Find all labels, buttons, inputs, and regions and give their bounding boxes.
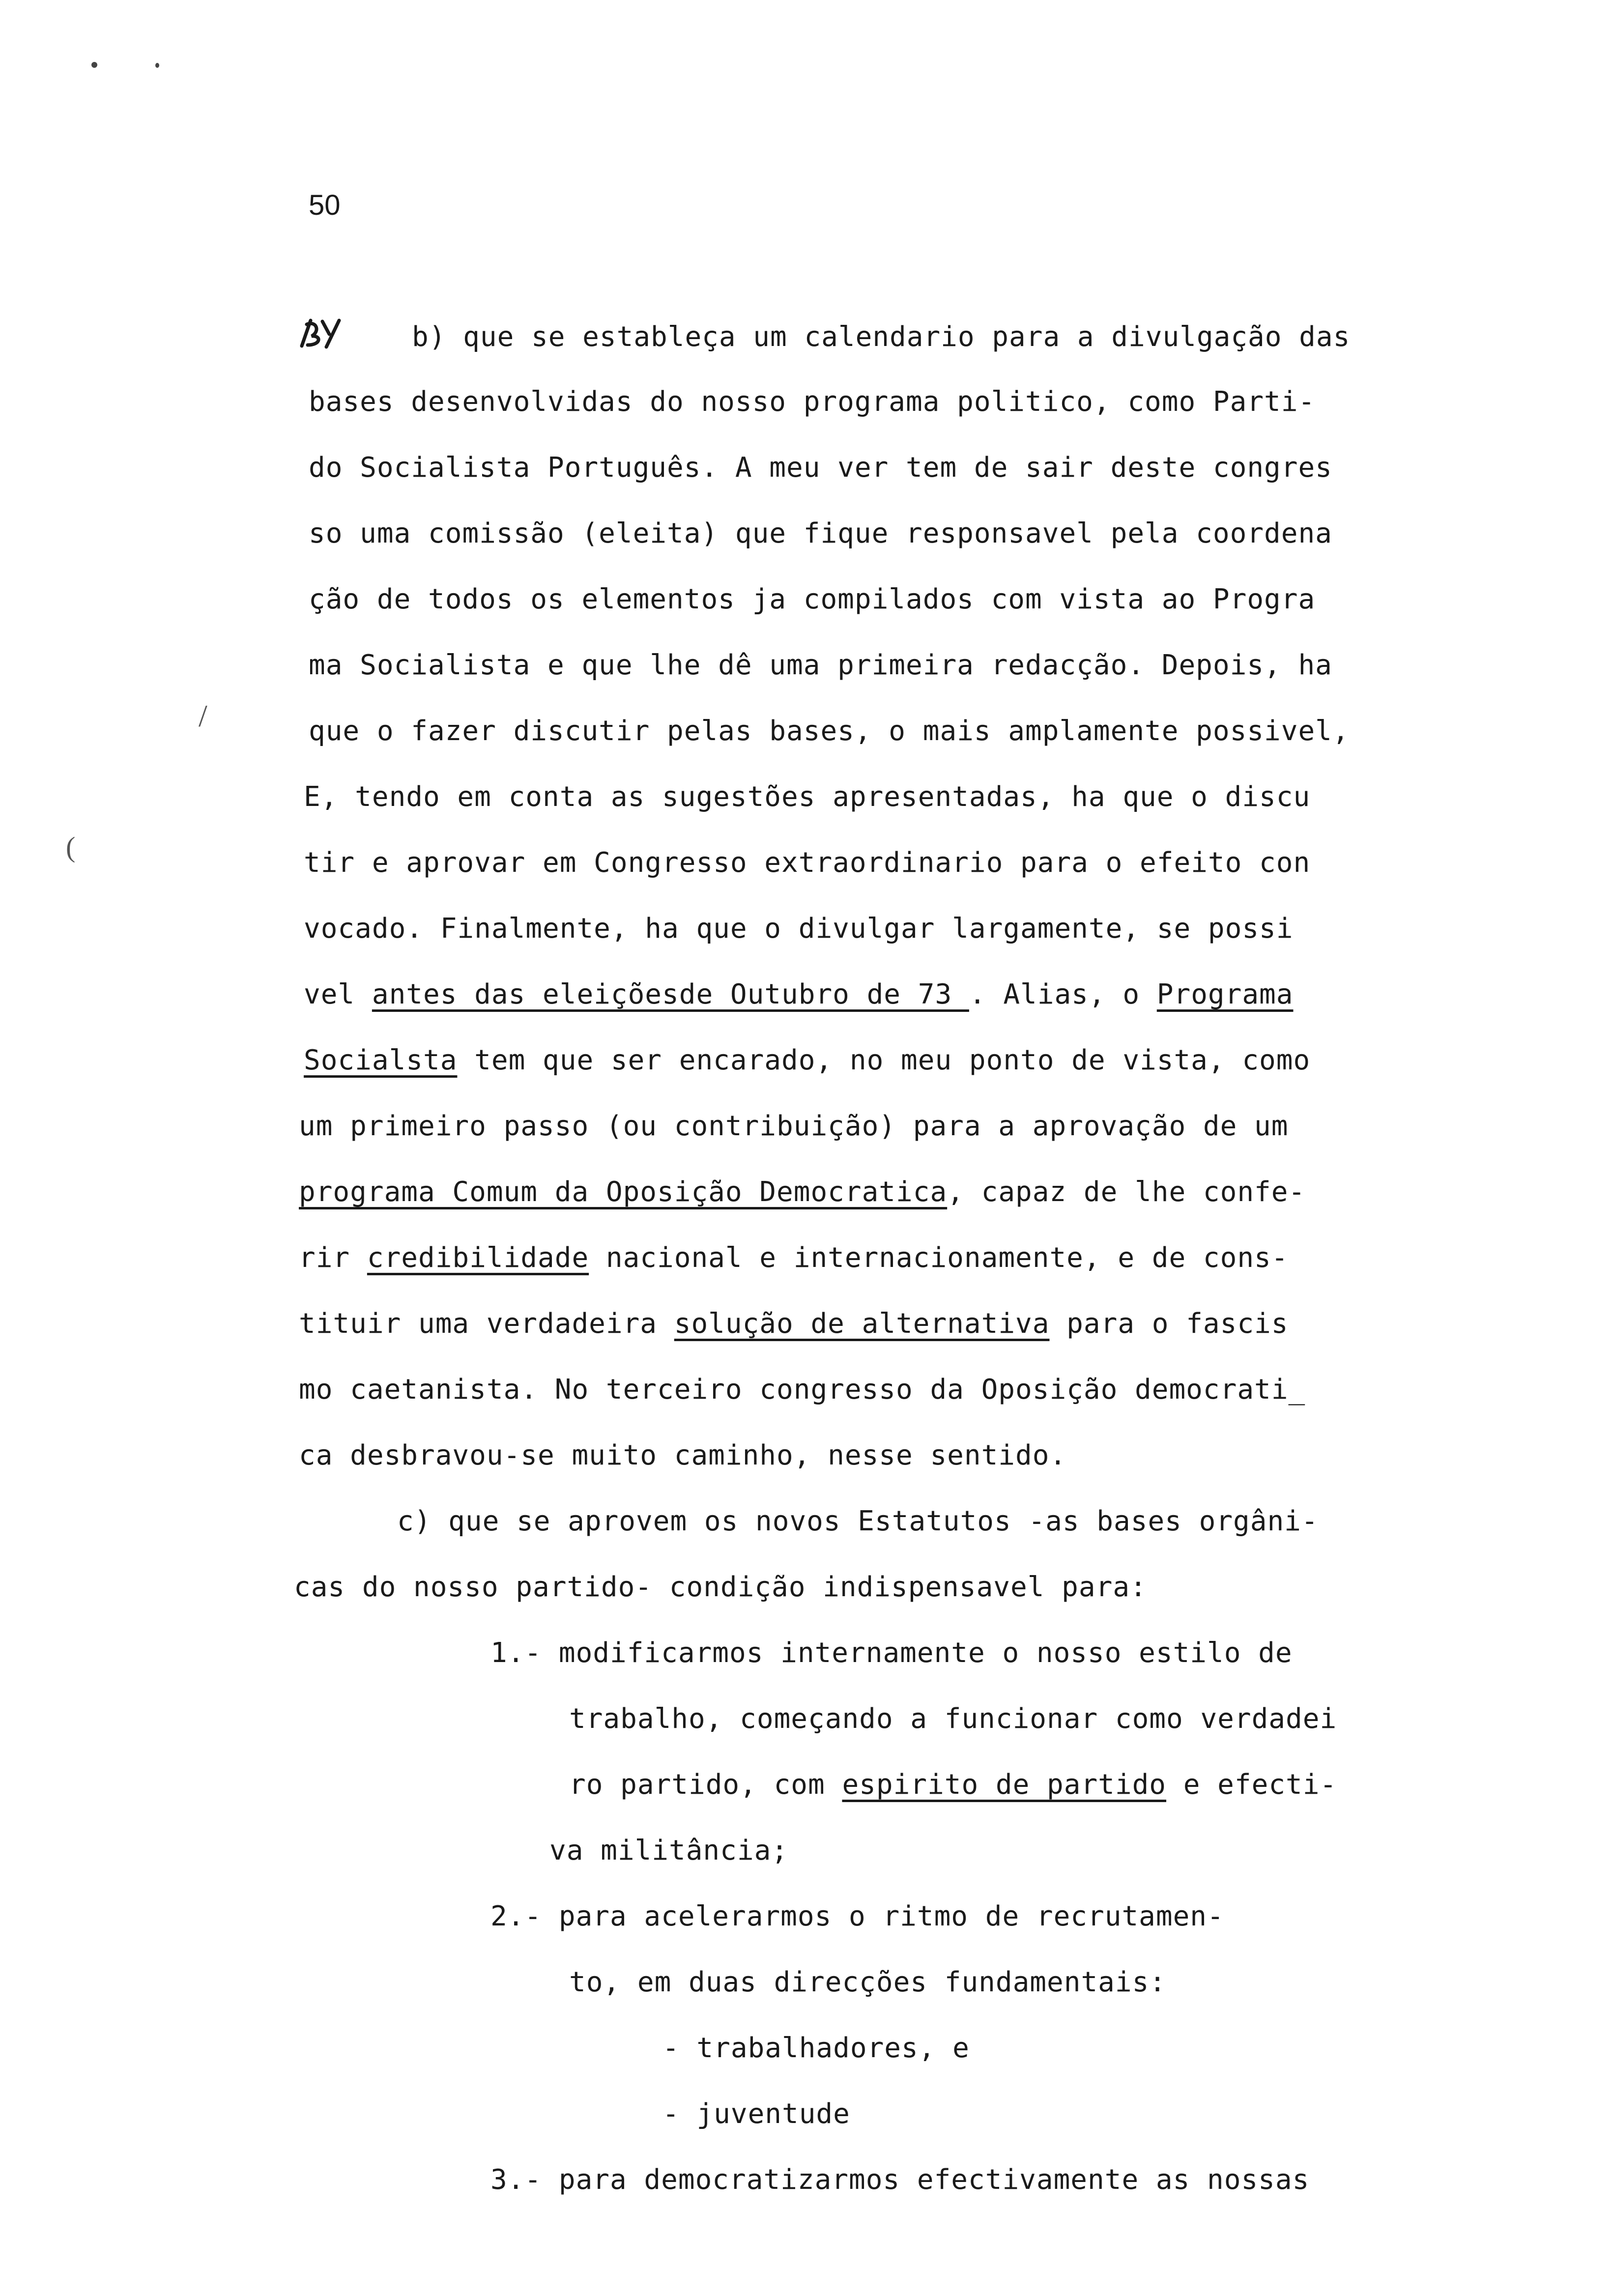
text-line: 1.- modificarmos internamente o nosso estilo de — [490, 1637, 1293, 1669]
underlined-phrase: Socialsta — [304, 1044, 458, 1076]
text-line: que o fazer discutir pelas bases, o mais amplamente possivel, — [309, 715, 1350, 747]
scan-dot — [155, 63, 159, 68]
text-line: 3.- para democratizarmos efectivamente as nossas — [490, 2164, 1310, 2196]
text-line: ca desbravou-se muito caminho, nesse sentido. — [299, 1439, 1067, 1471]
text-line: - trabalhadores, e — [662, 2032, 970, 2064]
text-line: ro partido, com espirito de partido e efecti- — [569, 1769, 1337, 1801]
text-line: tituir uma verdadeira solução de alternativa para o fascis — [299, 1308, 1289, 1340]
underlined-phrase: credibilidade — [367, 1242, 589, 1274]
margin-paren: ( — [66, 831, 76, 863]
text-line: bases desenvolvidas do nosso programa politico, como Parti- — [309, 386, 1316, 418]
page-number: 50 — [309, 189, 341, 221]
underlined-phrase: Programa — [1156, 978, 1294, 1010]
text-line: vocado. Finalmente, ha que o divulgar largamente, se possi — [304, 913, 1294, 945]
text-line: so uma comissão (eleita) que fique responsavel pela coordena — [309, 517, 1332, 549]
text-line: ção de todos os elementos ja compilados com vista ao Progra — [309, 583, 1316, 615]
struck-out-mark — [297, 316, 341, 351]
underlined-phrase: programa Comum da Oposição Democratica — [299, 1176, 948, 1208]
text-line: trabalho, começando a funcionar como verdadei — [569, 1703, 1337, 1735]
text-line: va militância; — [549, 1835, 789, 1866]
text-line: ma Socialista e que lhe dê uma primeira redacção. Depois, ha — [309, 649, 1332, 681]
text-line: to, em duas direcções fundamentais: — [569, 1966, 1167, 1998]
text-line: do Socialista Português. A meu ver tem de sair deste congres — [309, 452, 1332, 484]
text-line: um primeiro passo (ou contribuição) para a aprovação de um — [299, 1110, 1289, 1142]
text-line: 2.- para acelerarmos o ritmo de recrutamen- — [490, 1900, 1224, 1932]
text-line: mo caetanista. No terceiro congresso da Oposição democrati_ — [299, 1374, 1306, 1406]
text-line: Socialsta tem que ser encarado, no meu ponto de vista, como — [304, 1044, 1311, 1076]
margin-mark: / — [199, 698, 207, 733]
scan-dot — [91, 62, 97, 68]
underlined-phrase: solução de alternativa — [674, 1308, 1050, 1340]
text-line: c) que se aprovem os novos Estatutos -as bases orgâni- — [397, 1505, 1319, 1537]
text-line: rir credibilidade nacional e internacionamente, e de cons- — [299, 1242, 1289, 1274]
text-line: b) que se estableça um calendario para a divulgação das — [412, 321, 1351, 353]
text-line: cas do nosso partido- condição indispensavel para: — [294, 1571, 1147, 1603]
text-line: vel antes das eleiçõesde Outubro de 73 . Alias, o Programa — [304, 978, 1294, 1010]
text-line: E, tendo em conta as sugestões apresentadas, ha que o discu — [304, 781, 1311, 813]
text-line: tir e aprovar em Congresso extraordinario para o efeito con — [304, 847, 1311, 879]
underlined-phrase: espirito de partido — [842, 1769, 1167, 1801]
text-line: programa Comum da Oposição Democratica, capaz de lhe confe- — [299, 1176, 1306, 1208]
underlined-phrase: antes das eleiçõesde Outubro de 73 — [372, 978, 969, 1010]
text-line: - juventude — [662, 2098, 850, 2130]
